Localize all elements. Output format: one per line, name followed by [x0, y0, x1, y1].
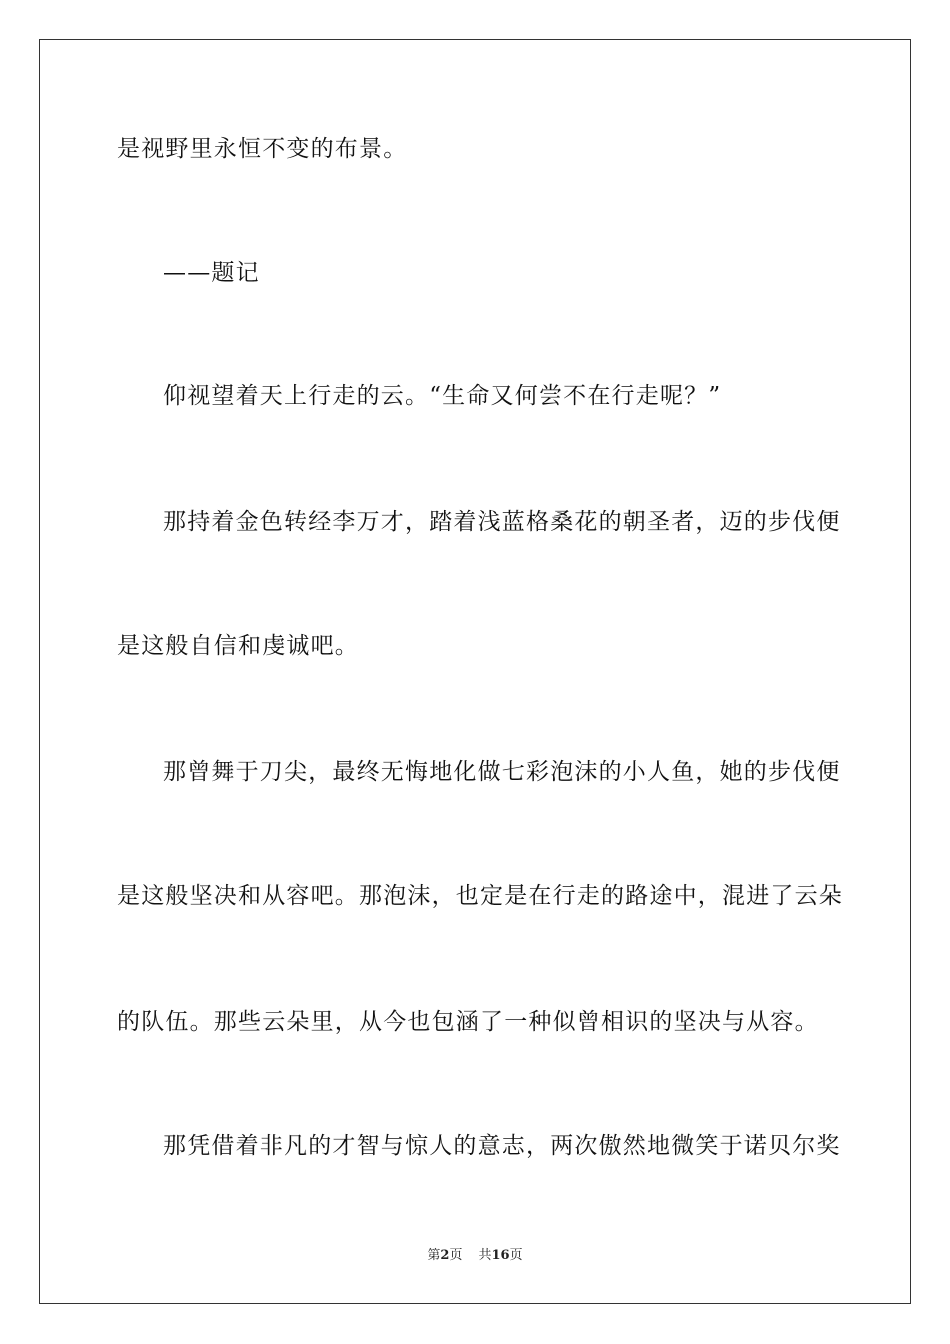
text-line-8: 的队伍。那些云朵里，从今也包涵了一种似曾相识的坚决与从容。	[117, 1009, 819, 1035]
text-line-2: ——题记	[163, 260, 260, 286]
page-border	[39, 39, 911, 1304]
footer-total-prefix: 共	[478, 1248, 492, 1263]
footer-total-suffix: 页	[509, 1248, 523, 1263]
text-line-7: 是这般坚决和从容吧。那泡沫，也定是在行走的路途中，混进了云朵	[117, 883, 843, 909]
footer-page-suffix: 页	[449, 1248, 463, 1263]
text-line-3: 仰视望着天上行走的云。“生命又何尝不在行走呢？”	[163, 383, 722, 409]
text-line-6: 那曾舞于刀尖，最终无悔地化做七彩泡沫的小人鱼，她的步伐便	[163, 759, 841, 785]
footer-page-number: 2	[440, 1248, 450, 1263]
page-footer	[0, 1247, 950, 1265]
text-line-4: 那持着金色转经李万才，踏着浅蓝格桑花的朝圣者，迈的步伐便	[163, 509, 841, 535]
footer-page-prefix: 第	[427, 1248, 441, 1263]
text-line-1: 是视野里永恒不变的布景。	[117, 136, 408, 162]
footer-total-pages: 16	[491, 1248, 510, 1263]
text-line-5: 是这般自信和虔诚吧。	[117, 633, 359, 659]
text-line-9: 那凭借着非凡的才智与惊人的意志，两次傲然地微笑于诺贝尔奖	[163, 1133, 841, 1159]
